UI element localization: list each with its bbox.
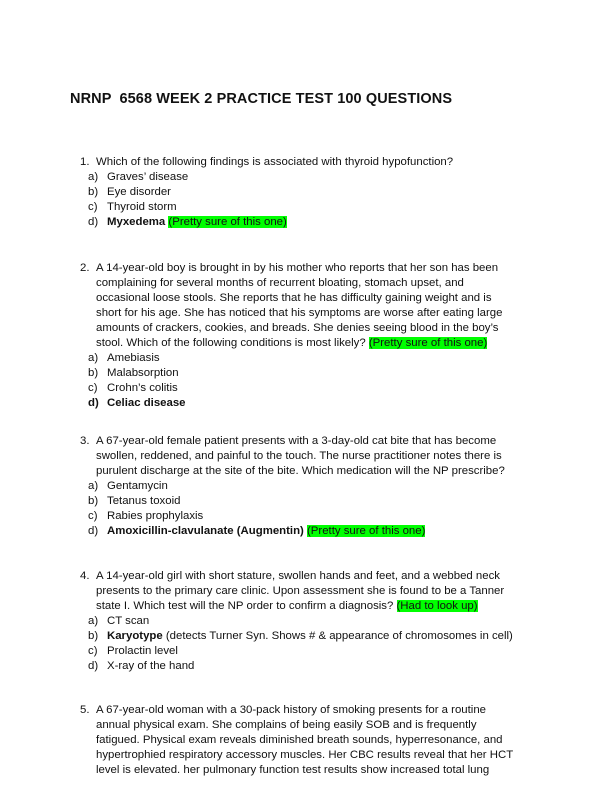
question-2 <box>80 261 540 411</box>
option-b: b) Karyotype (detects Turner Syn. Shows # & appearance of chromosomes in cell) <box>88 630 513 642</box>
option-d: d) Amoxicillin-clavulanate (Augmentin) (Pretty sure of this one) <box>88 525 426 537</box>
option-b: b) Tetanus toxoid <box>88 495 181 507</box>
option-d: d) Celiac disease <box>88 397 186 409</box>
highlight-note: (Pretty sure of this one) <box>168 216 287 228</box>
question-text: A 67-year-old female patient presents with a 3-day-old cat bite that has become swollen, reddened, and painful to the touch. The nurse practitioner notes there is purulent discharge at the site of the bite. Which medication will the NP prescribe? <box>96 435 505 477</box>
question-number: 2. <box>80 262 90 274</box>
option-a: a) CT scan <box>88 615 150 627</box>
highlight-note: (Had to look up) <box>396 600 478 612</box>
question-4 <box>80 569 540 674</box>
option-b: b) Eye disorder <box>88 186 171 198</box>
option-a: a) Gentamycin <box>88 480 168 492</box>
option-d: d) Myxedema (Pretty sure of this one) <box>88 216 287 228</box>
answer-explanation: (detects Turner Syn. Shows # & appearance of chromosomes in cell) <box>162 630 513 642</box>
option-c: c) Crohn’s colitis <box>88 382 178 394</box>
question-number: 5. <box>80 704 90 716</box>
answer-text: Karyotype <box>107 630 163 642</box>
page-title: NRNP 6568 WEEK 2 PRACTICE TEST 100 QUESTIONS <box>70 91 453 107</box>
option-c: c) Thyroid storm <box>88 201 177 213</box>
question-number: 3. <box>80 435 90 447</box>
question-text: Which of the following findings is associated with thyroid hypofunction? <box>96 156 454 168</box>
option-b: b) Malabsorption <box>88 367 179 379</box>
answer-text: Amoxicillin-clavulanate (Augmentin) <box>107 525 304 537</box>
option-d: d) X-ray of the hand <box>88 660 195 672</box>
option-c: c) Rabies prophylaxis <box>88 510 204 522</box>
question-number: 1. <box>80 156 90 168</box>
question-text: A 67-year-old woman with a 30-pack history of smoking presents for a routine annual physical exam. She complains of being easily SOB and is frequently fatigued. Physical exam reveals diminished breath sounds, hyperresonance, and hypertrophied respiratory accessory muscles. Her CBC results reveal that her HCT level is elevated. her pulmonary function test results show increased total lung <box>96 704 514 776</box>
highlight-note: (Pretty sure of this one) <box>368 337 488 349</box>
question-3 <box>80 434 540 539</box>
question-5 <box>80 703 540 778</box>
question-1 <box>80 155 540 230</box>
answer-text: Celiac disease <box>107 397 186 409</box>
highlight-note: (Pretty sure of this one) <box>307 525 426 537</box>
option-a: a) Graves’ disease <box>88 171 189 183</box>
option-a: a) Amebiasis <box>88 352 160 364</box>
question-number: 4. <box>80 570 90 582</box>
question-text: A 14-year-old boy is brought in by his mother who reports that her son has been complaining for several months of recurrent bloating, stomach upset, and occasional loose stools. She reports that he has difficulty gaining weight and is short for his age. She has noticed that his symptoms are worse after eating large amounts of crackers, cookies, and breads. She denies seeing blood in the boy’s stool. Which of the following conditions is most likely? (Pretty sure of this one) <box>96 262 503 349</box>
answer-text: Myxedema <box>107 216 166 228</box>
question-text: A 14-year-old girl with short stature, swollen hands and feet, and a webbed neck presents to the primary care clinic. Upon assessment she is found to be a Tanner state I. Which test will the NP order to confirm a diagnosis? (Had to look up) <box>96 570 505 612</box>
option-c: c) Prolactin level <box>88 645 178 657</box>
